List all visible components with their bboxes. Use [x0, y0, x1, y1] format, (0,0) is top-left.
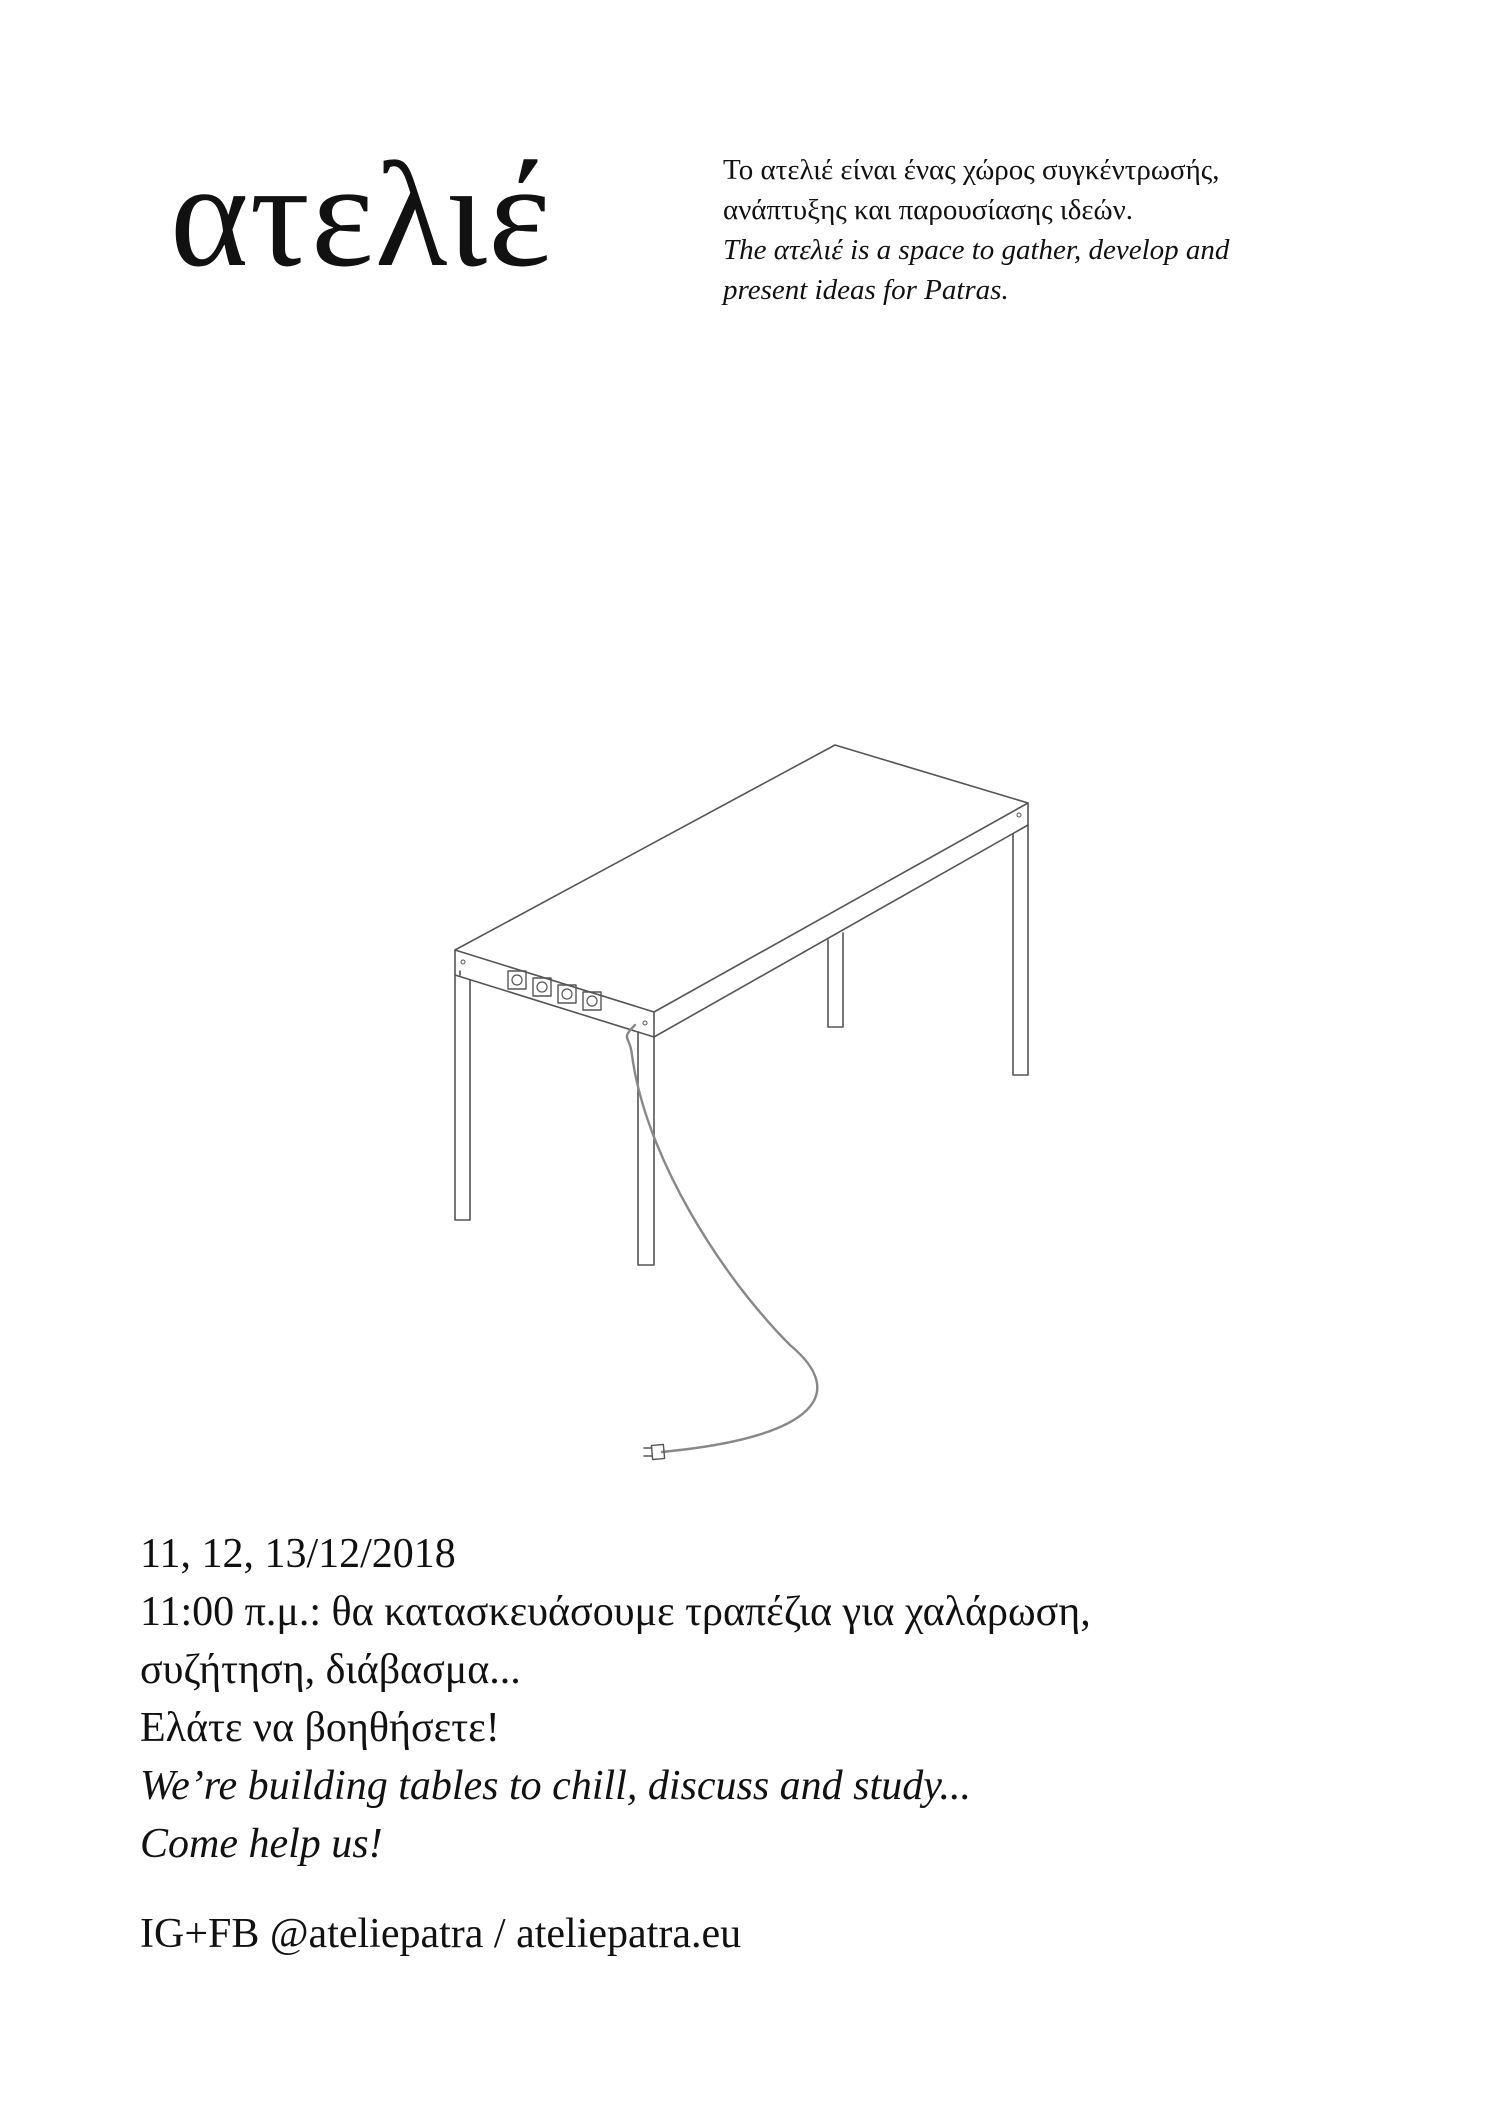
- event-details: [140, 1525, 1390, 1873]
- event-english-line-2: Come help us!: [140, 1821, 383, 1867]
- intro-text: [723, 150, 1383, 310]
- contact-line: IG+FB @ateliepatra / ateliepatra.eu: [140, 1911, 742, 1957]
- event-greek-line-3: Ελάτε να βοηθήσετε!: [140, 1705, 500, 1751]
- logo-title: ατελιέ: [170, 132, 553, 298]
- intro-english-line-1: The ατελιέ is a space to gather, develop and: [723, 234, 1230, 266]
- event-english-line-1: We’re building tables to chill, discuss and study...: [140, 1763, 972, 1809]
- intro-greek-line-2: ανάπτυξης και παρουσίασης ιδεών.: [723, 194, 1134, 226]
- table-illustration: [430, 735, 1050, 1475]
- intro-english-line-2: present ideas for Patras.: [723, 274, 1009, 306]
- event-dates: 11, 12, 13/12/2018: [140, 1531, 456, 1577]
- intro-greek-line-1: Το ατελιέ είναι ένας χώρος συγκέντρωσής,: [723, 154, 1220, 186]
- event-greek-line-2: συζήτηση, διάβασμα...: [140, 1647, 521, 1693]
- event-greek-line-1: 11:00 π.μ.: θα κατασκευάσουμε τραπέζια για χαλάρωση,: [140, 1589, 1091, 1635]
